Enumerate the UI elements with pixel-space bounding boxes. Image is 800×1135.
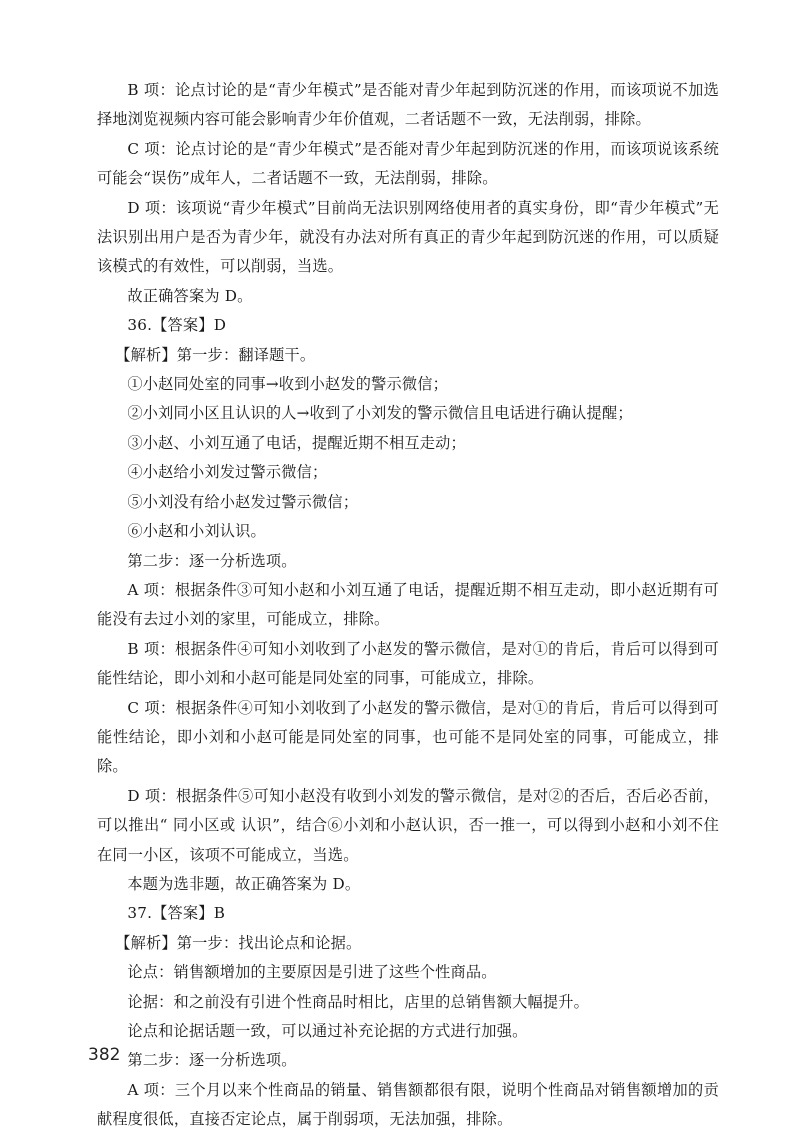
paragraph: C 项：根据条件④可知小刘收到了小赵发的警示微信，是对①的肯后，肯后可以得到可能性结论，即小刘和小赵可能是同处室的同事，也可能不是同处室的同事，可能成立，排除。 <box>97 698 719 776</box>
paragraph: B 项：论点讨论的是“青少年模式”是否能对青少年起到防沉迷的作用，而该项说不加选择地浏览视频内容可能会影响青少年价值观，二者话题不一致，无法削弱，排除。 <box>97 81 719 129</box>
paragraph: A 项：根据条件③可知小赵和小刘互通了电话，提醒近期不相互走动，即小赵近期有可能没有去过小刘的家里，可能成立，排除。 <box>97 580 719 629</box>
paragraph: 36.【答案】D <box>127 316 227 335</box>
paragraph: ④小赵给小刘发过警示微信； <box>127 463 328 482</box>
paragraph: 37.【答案】B <box>127 904 226 923</box>
paragraph: C 项：论点讨论的是“青少年模式”是否能对青少年起到防沉迷的作用，而该项说该系统可能会“误伤”成年人，二者话题不一致，无法削弱，排除。 <box>97 139 719 188</box>
paragraph: ③小赵、小刘互通了电话，提醒近期不相互走动； <box>127 433 466 452</box>
paragraph: 第二步：逐一分析选项。 <box>127 551 297 570</box>
paragraph: 【解析】第一步：翻译题干。 <box>115 345 316 364</box>
paragraph: ⑥小赵和小刘认识。 <box>127 522 266 541</box>
paragraph: 本题为选非题，故正确答案为 D。 <box>127 874 361 893</box>
paragraph: ⑤小刘没有给小赵发过警示微信； <box>127 492 359 511</box>
paragraph: 故正确答案为 D。 <box>127 286 253 305</box>
page-number: 382 <box>88 1045 121 1065</box>
paragraph: 第二步：逐一分析选项。 <box>127 1051 297 1070</box>
paragraph: 【解析】第一步：找出论点和论据。 <box>115 933 362 952</box>
paragraph: ①小赵同处室的同事→收到小赵发的警示微信； <box>127 375 449 394</box>
paragraph: 论据：和之前没有引进个性商品时相比，店里的总销售额大幅提升。 <box>127 992 590 1011</box>
paragraph: 论点和论据话题一致，可以通过补充论据的方式进行加强。 <box>127 1022 528 1040</box>
paragraph: 论点：销售额增加的主要原因是引进了这些个性商品。 <box>127 963 497 982</box>
paragraph: B 项：根据条件④可知小刘收到了小赵发的警示微信，是对①的肯后，肯后可以得到可能性结论，即小刘和小赵可能是同处室的同事，可能成立，排除。 <box>97 639 719 688</box>
paragraph: A 项：三个月以来个性商品的销量、销售额都很有限，说明个性商品对销售额增加的贡献程度很低，直接否定论点，属于削弱项，无法加强，排除。 <box>97 1080 719 1129</box>
paragraph: D 项：根据条件⑤可知小赵没有收到小刘发的警示微信，是对②的否后，否后必否前，可以推出“ 同小区或 认识”，结合⑥小刘和小赵认识，否一推一，可以得到小赵和小刘不住在同一小区，该项不可能成立，当选。 <box>97 786 719 864</box>
paragraph: D 项：该项说“青少年模式”目前尚无法识别网络使用者的真实身份，即“青少年模式”无法识别出用户是否为青少年，就没有办法对所有真正的青少年起到防沉迷的作用，可以质疑该模式的有效性，可以削弱，当选。 <box>97 198 719 276</box>
paragraph: ②小刘同小区且认识的人→收到了小刘发的警示微信且电话进行确认提醒； <box>127 404 633 423</box>
page-body <box>97 76 719 1135</box>
